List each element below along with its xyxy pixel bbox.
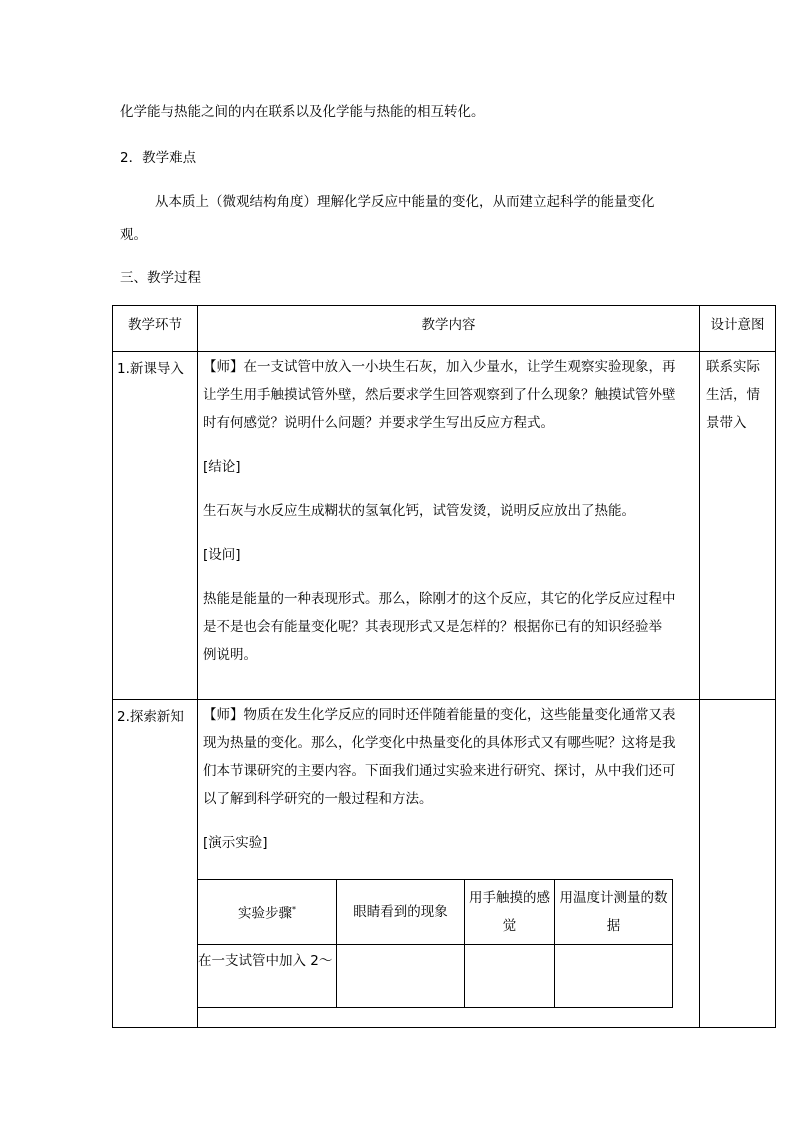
exp-touch-1	[465, 945, 555, 1008]
explore-para-line: 们本节课研究的主要内容。下面我们通过实验来进行研究、探讨，从中我们还可	[203, 763, 676, 779]
intro-line: 化学能与热能之间的内在联系以及化学能与热能的相互转化。	[120, 104, 485, 120]
content-cell-2	[198, 700, 700, 1028]
exp-header-touch: 用手触摸的感 觉	[465, 880, 555, 945]
intent-cell-1: 联系实际 生活，情 景带入	[700, 352, 776, 700]
conclusion-label: [结论]	[203, 459, 241, 475]
header-content: 教学内容	[198, 306, 700, 352]
teacher-para-line: 【师】在一支试管中放入一小块生石灰，加入少量水，让学生观察实验现象，再	[203, 359, 676, 375]
heading-teaching-difficulty: 2．教学难点	[120, 150, 197, 166]
difficulty-text-line-2: 观。	[120, 227, 147, 243]
conclusion-text: 生石灰与水反应生成糊状的氢氧化钙，试管发烫，说明反应放出了热能。	[203, 503, 635, 519]
question-line: 是不是也会有能量变化呢？其表现形式又是怎样的？根据你已有的知识经验举	[203, 619, 662, 635]
teaching-process-table	[112, 305, 776, 1028]
intent-cell-2	[700, 700, 776, 1028]
teacher-para-line: 时有何感觉？说明什么问题？并要求学生写出反应方程式。	[203, 415, 554, 431]
explore-para-line: 【师】物质在发生化学反应的同时还伴随着能量的变化，这些能量变化通常又表	[203, 707, 676, 723]
experiment-table	[197, 879, 673, 1008]
exp-header-observe: 眼睛看到的现象	[337, 880, 465, 945]
explore-para-line: 以了解到科学研究的一般过程和方法。	[203, 791, 433, 807]
exp-observe-1	[337, 945, 465, 1008]
question-line: 热能是能量的一种表现形式。那么，除刚才的这个反应，其它的化学反应过程中	[203, 591, 676, 607]
stage-cell-2: 2.探索新知	[113, 700, 198, 1028]
content-cell-1	[198, 352, 700, 700]
heading-teaching-process: 三、教学过程	[120, 270, 201, 286]
header-stage: 教学环节	[113, 306, 198, 352]
teacher-para-line: 让学生用手触摸试管外壁，然后要求学生回答观察到了什么现象？触摸试管外壁	[203, 387, 676, 403]
exp-header-steps: 实验步骤*	[198, 880, 337, 945]
demo-label: [演示实验]	[203, 835, 268, 851]
difficulty-text-line-1: 从本质上（微观结构角度）理解化学反应中能量的变化，从而建立起科学的能量变化	[155, 194, 655, 210]
stage-cell-1: 1.新课导入	[113, 352, 198, 700]
exp-step-1: 在一支试管中加入 2～	[198, 945, 337, 1008]
exp-thermo-1	[555, 945, 673, 1008]
question-line: 例说明。	[203, 647, 257, 663]
exp-header-thermometer: 用温度计测量的数 据	[555, 880, 673, 945]
explore-para-line: 现为热量的变化。那么，化学变化中热量变化的具体形式又有哪些呢？这将是我	[203, 735, 676, 751]
question-label: [设问]	[203, 547, 241, 563]
header-intent: 设计意图	[700, 306, 776, 352]
